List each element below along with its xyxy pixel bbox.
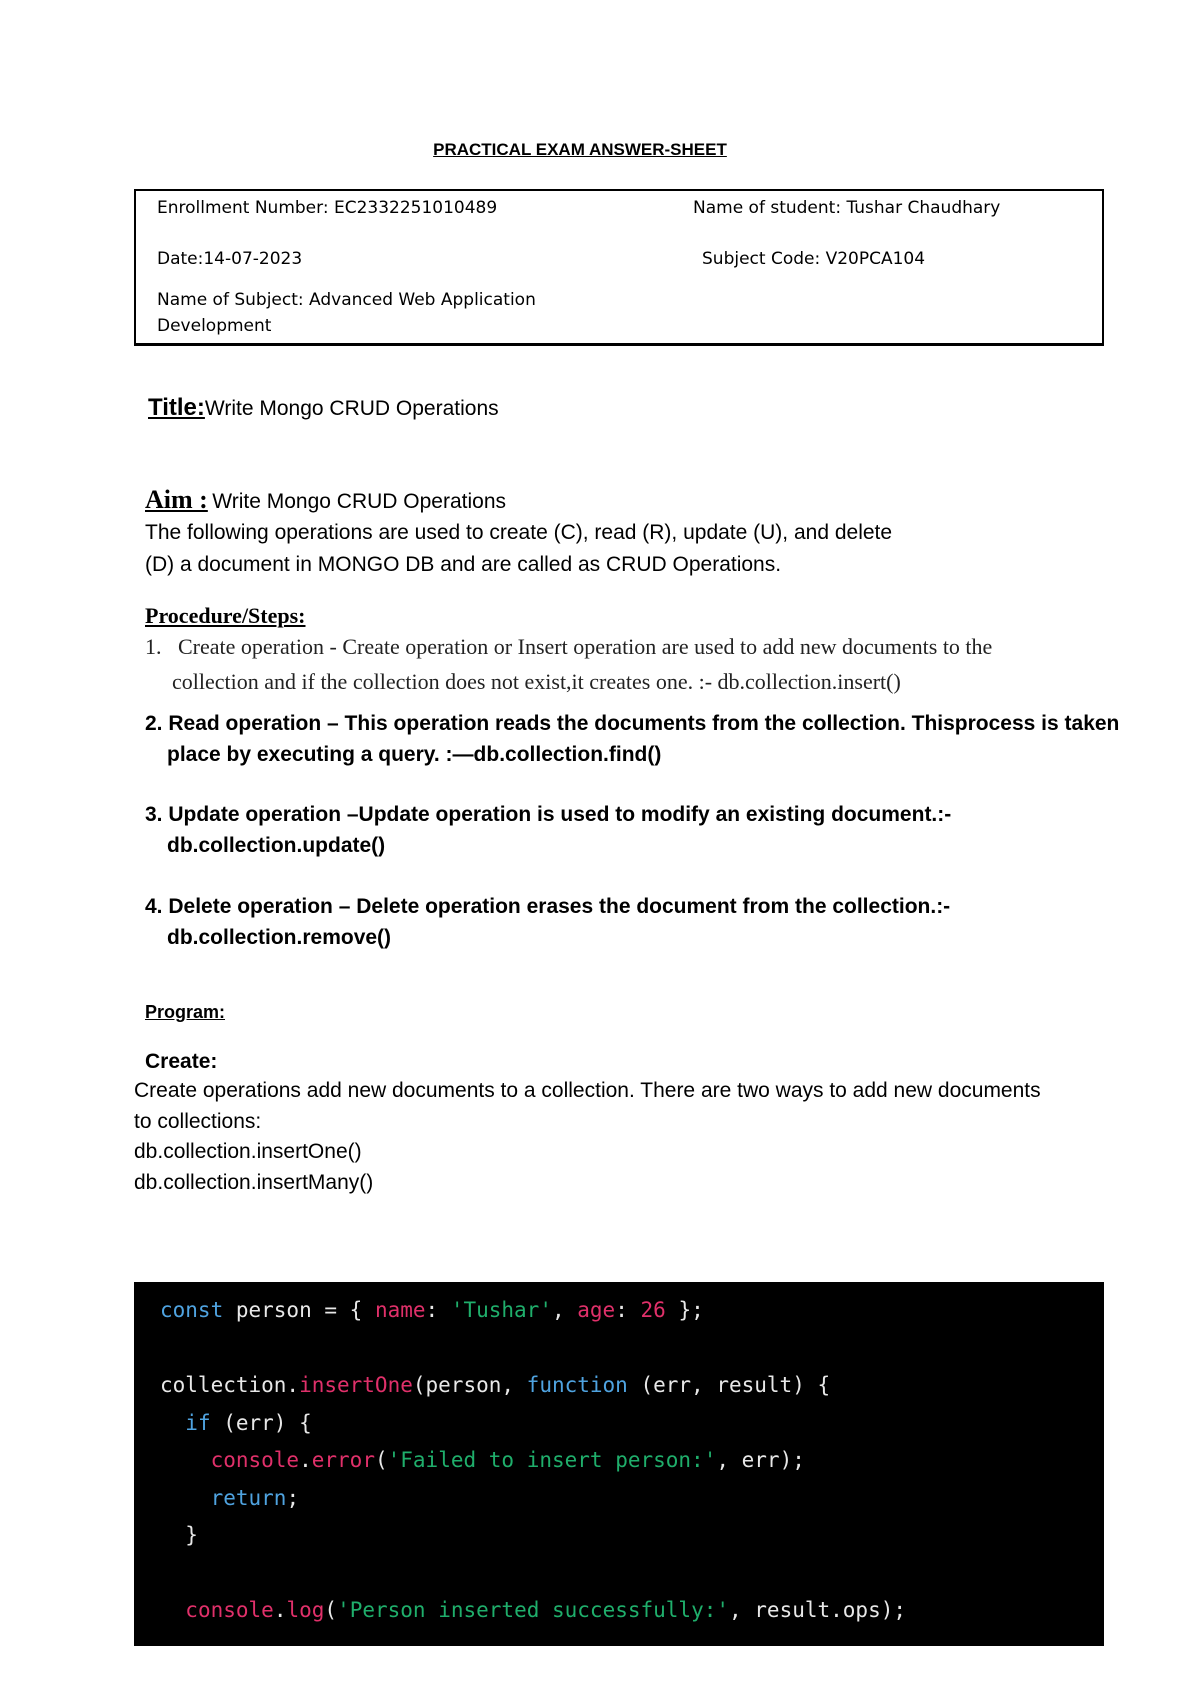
code-token: age [577,1298,616,1322]
code-token: 26 [640,1298,666,1322]
create-line3: db.collection.insertOne() [134,1140,362,1163]
step4-line1: 4. Delete operation – Delete operation erases the document from the collection.:- [145,895,951,918]
aim-description-line2: (D) a document in MONGO DB and are called as CRUD Operations. [145,553,782,576]
code-line-7: } [160,1523,198,1547]
create-label: Create: [145,1050,218,1073]
title-row [148,394,499,422]
code-token: return [210,1485,287,1510]
code-token: error [311,1448,375,1472]
create-line1: Create operations add new documents to a collection. There are two ways to add new documents [134,1079,1041,1102]
aim-row [145,485,506,515]
code-token: log [286,1598,325,1622]
step1-line1: Create operation - Create operation or Insert operation are used to add new documents to the [178,634,993,659]
page-header: PRACTICAL EXAM ANSWER-SHEET [433,140,727,159]
subject-name-line1: Name of Subject: Advanced Web Application [157,290,536,310]
enrollment-number: Enrollment Number: EC2332251010489 [157,198,498,218]
code-token: console [185,1598,274,1622]
program-label: Program: [145,1002,226,1022]
code-line-6: return; [210,1485,300,1510]
step3-line2: db.collection.update() [167,834,386,857]
code-block [134,1282,1104,1646]
code-token: if [185,1410,211,1435]
code-token: 'Person inserted successfully:' [337,1598,729,1622]
code-token: insertOne [299,1373,413,1397]
code-content [160,1292,906,1630]
subject-code: Subject Code: V20PCA104 [702,249,926,269]
title-label: Title: [148,394,205,421]
code-line-3: collection.insertOne(person, function (err, result) { [160,1373,831,1397]
code-line-9: console.log('Person inserted successfully:', result.ops); [185,1598,907,1622]
title-text: Write Mongo CRUD Operations [204,397,499,420]
code-token: name [374,1298,426,1322]
step4-line2: db.collection.remove() [167,926,392,949]
code-token: 'Tushar' [450,1298,552,1322]
code-token: const [160,1298,224,1322]
code-line-4: if (err) { [185,1410,312,1435]
create-line4: db.collection.insertMany() [134,1171,374,1194]
aim-label: Aim : [145,485,208,514]
step2-line2: place by executing a query. :—db.collection.find() [167,743,662,766]
code-line-1: const person = { name: 'Tushar', age: 26 }; [160,1298,704,1322]
aim-description-line1: The following operations are used to create (C), read (R), update (U), and delete [145,521,893,544]
aim-text: Write Mongo CRUD Operations [212,490,506,513]
procedure-label: Procedure/Steps: [145,603,306,628]
code-token: 'Failed to insert person:' [387,1448,717,1472]
subject-name-line2: Development [157,316,272,336]
step3-line1: 3. Update operation –Update operation is used to modify an existing document.:- [145,803,952,826]
step2-line1: 2. Read operation – This operation reads the documents from the collection. Thisprocess is taken [145,712,1120,735]
student-name: Name of student: Tushar Chaudhary [693,198,1001,218]
code-token: function [526,1373,628,1397]
create-line2: to collections: [134,1110,262,1133]
code-line-5: console.error('Failed to insert person:', err); [210,1448,805,1472]
step1-line2: collection and if the collection does not exist,it creates one. :- db.collection.insert() [172,669,901,694]
step1-number: 1. [145,634,162,659]
exam-date: Date:14-07-2023 [157,249,303,269]
code-token: console [210,1448,300,1472]
